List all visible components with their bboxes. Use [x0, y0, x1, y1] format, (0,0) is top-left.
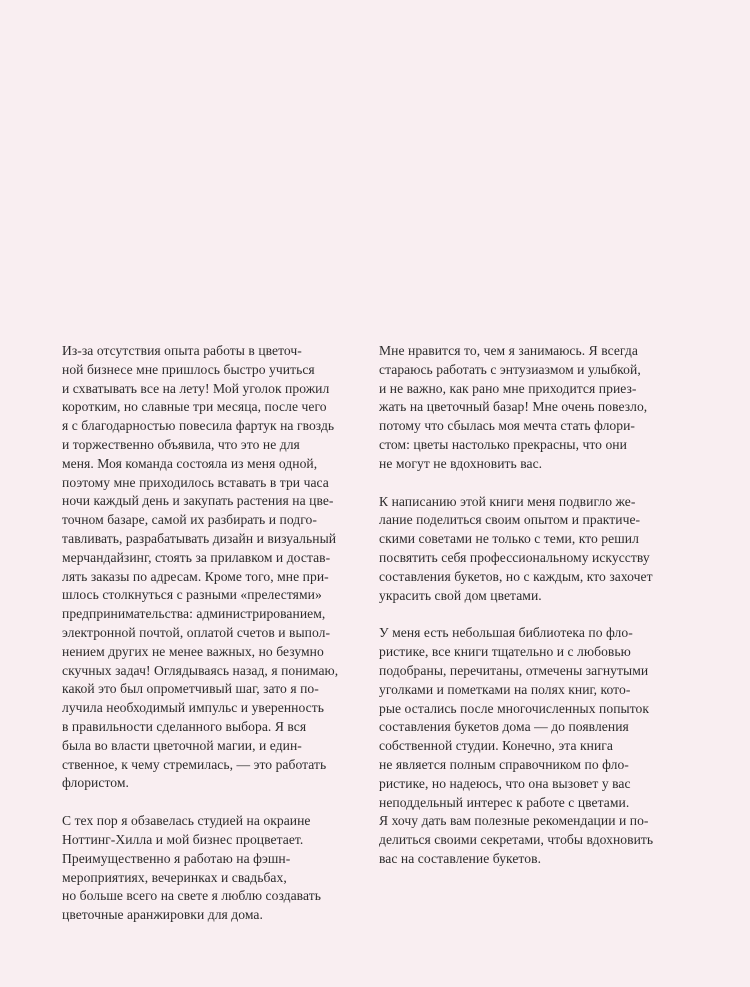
text-line: и не важно, как рано мне приходится приез-: [379, 380, 637, 396]
text-line: подобраны, перечитаны, отмечены загнутыми: [379, 662, 649, 678]
text-line: потому что сбылась моя мечта стать флори-: [379, 418, 636, 434]
text-line: в правильности сделанного выбора. Я вся: [62, 718, 307, 734]
text-line: ристике, но надеюсь, что она вызовет у вас: [379, 775, 631, 791]
text-line: У меня есть небольшая библиотека по фло-: [379, 625, 633, 641]
text-line: не могут не вдохновить вас.: [379, 455, 543, 471]
text-line: цветочные аранжировки для дома.: [62, 907, 263, 923]
left-paragraph-2: [62, 812, 382, 925]
text-line: С тех пор я обзавелась студией на окраине: [62, 813, 311, 829]
text-line: коротким, но славные три месяца, после чего: [62, 399, 327, 415]
text-line: рые остались после многочисленных попыток: [379, 700, 650, 716]
text-line: К написанию этой книги меня подвигло же-: [379, 493, 636, 509]
left-paragraph-1: [62, 342, 382, 793]
text-line: неподдельный интерес к работе с цветами.: [379, 794, 630, 810]
text-line: не является полным справочником по фло-: [379, 756, 629, 772]
text-line: точном базаре, самой их разбирать и подго-: [62, 512, 317, 528]
text-line: украсить свой дом цветами.: [379, 587, 542, 603]
text-line: собственной студии. Конечно, эта книга: [379, 738, 614, 754]
text-line: ственное, к чему стремилась, — это работать: [62, 756, 327, 772]
text-line: мерчандайзинг, стоять за прилавком и достав-: [62, 549, 331, 565]
text-line: стом: цветы настолько прекрасны, что они: [379, 436, 627, 452]
text-line: поэтому мне приходилось вставать в три часа: [62, 474, 329, 490]
text-line: электронной почтой, оплатой счетов и выпол-: [62, 624, 331, 640]
text-line: предпринимательства: администрированием,: [62, 606, 326, 622]
text-line: и схватывать все на лету! Мой уголок прожил: [62, 380, 330, 396]
text-line: флористом.: [62, 775, 129, 791]
text-line: но больше всего на свете я люблю создавать: [62, 888, 321, 904]
text-line: тавливать, разрабатывать дизайн и визуальный: [62, 530, 337, 546]
text-line: Из-за отсутствия опыта работы в цветоч-: [62, 343, 302, 358]
text-line: скучных задач! Оглядываясь назад, я понимаю,: [62, 662, 339, 678]
text-line: жать на цветочный базар! Мне очень повезло,: [379, 399, 648, 415]
text-line: лание поделиться своим опытом и практиче-: [379, 512, 641, 528]
right-column: [379, 342, 699, 888]
text-line: скими советами не только с теми, кто решил: [379, 531, 639, 547]
text-line: лять заказы по адресам. Кроме того, мне при-: [62, 568, 329, 584]
text-line: ристике, все книги тщательно и с любовью: [379, 644, 631, 660]
text-line: составления букетов дома — до появления: [379, 719, 629, 735]
right-paragraph-3: [379, 624, 699, 868]
text-line: составления букетов, но с каждым, кто захочет: [379, 568, 653, 584]
text-line: уголками и пометками на полях книг, кото-: [379, 681, 631, 697]
right-paragraph-2: [379, 493, 699, 606]
text-line: вас на составление букетов.: [379, 850, 542, 866]
text-line: Ноттинг-Хилла и мой бизнес процветает.: [62, 831, 304, 847]
text-line: делиться своими секретами, чтобы вдохновить: [379, 832, 654, 848]
text-line: и торжественно объявила, что это не для: [62, 436, 300, 452]
text-line: ночи каждый день и закупать растения на цве-: [62, 493, 334, 509]
text-line: лучила необходимый импульс и уверенность: [62, 700, 324, 716]
text-line: стараюсь работать с энтузиазмом и улыбкой,: [379, 361, 641, 377]
right-paragraph-1: [379, 342, 699, 474]
text-line: какой это был опрометчивый шаг, зато я по-: [62, 681, 319, 697]
text-line: Мне нравится то, чем я занимаюсь. Я всегда: [379, 343, 638, 358]
text-line: меня. Моя команда состояла из меня одной,: [62, 455, 318, 471]
text-line: мероприятиях, вечеринках и свадьбах,: [62, 869, 287, 885]
text-line: нением других не менее важных, но безумно: [62, 643, 324, 659]
text-line: была во власти цветочной магии, и един-: [62, 737, 302, 753]
text-line: Я хочу дать вам полезные рекомендации и по-: [379, 813, 649, 829]
left-column: [62, 342, 382, 944]
text-line: ной бизнесе мне пришлось быстро учиться: [62, 361, 315, 377]
text-line: посвятить себя профессиональному искусству: [379, 549, 650, 565]
text-line: шлось столкнуться с разными «прелестями»: [62, 587, 322, 603]
text-line: я с благодарностью повесила фартук на гвоздь: [62, 418, 335, 434]
text-line: Преимущественно я работаю на фэшн-: [62, 850, 291, 866]
